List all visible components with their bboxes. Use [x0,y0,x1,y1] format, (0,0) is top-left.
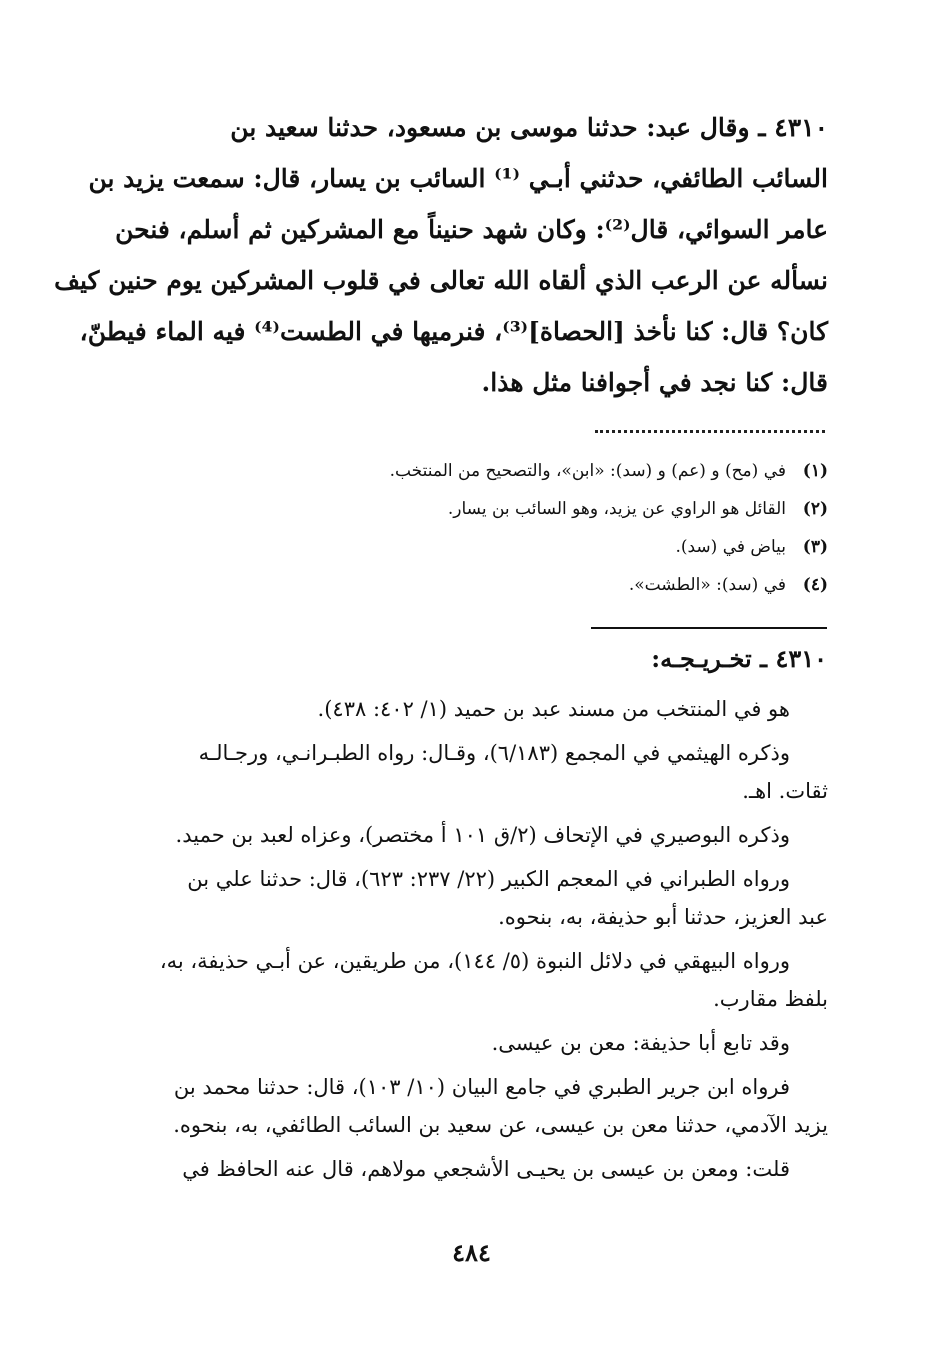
takhrij-line: ثقات. اهـ. [742,779,828,803]
takhrij-line: يزيد الآدمي، حدثنا معن بن عيسى، عن سعيد بن السائب الطائفي، به، بنحوه. [173,1113,828,1137]
hadith-line: نسأله عن الرعب الذي ألقاه الله تعالى في قلوب المشركين يوم حنين كيف [54,266,828,295]
footnote-item [100,452,828,490]
footnote-number: (٤) [802,575,828,595]
footnote-item [100,490,828,528]
takhrij-paragraph [100,1024,828,1062]
page-number: ٤٨٤ [452,1238,491,1267]
takhrij-line: وقد تابع أبا حذيفة: معن بن عيسى. [491,1031,790,1055]
footnote-text: في (سد): «الطشت». [628,575,786,595]
takhrij-paragraph [100,690,828,728]
footnote-item [100,528,828,566]
takhrij-line: فرواه ابن جرير الطبري في جامع البيان (١٠/ ١٠٣)، قال: حدثنا محمد بن [173,1075,790,1099]
takhrij-paragraph [100,1150,828,1188]
takhrij-paragraph [100,860,828,936]
section-rule [591,627,827,629]
hadith-line: عامر السوائي، قال⁽²⁾: وكان شهد حنيناً مع المشركين ثم أسلم، فنحن [115,215,828,244]
hadith-text [54,102,828,408]
takhrij-paragraph [100,734,828,810]
takhrij-line: عبد العزيز، حدثنا أبو حذيفة، به، بنحوه. [498,905,828,929]
takhrij-body [100,690,828,1194]
takhrij-line: ورواه الطبراني في المعجم الكبير (٢٢/ ٢٣٧: ٦٢٣)، قال: حدثنا علي بن [187,867,790,891]
footnotes-list [100,452,828,604]
takhrij-line: ورواه البيهقي في دلائل النبوة (٥/ ١٤٤)، من طريقين، عن أبـي حذيفة، به، [159,949,790,973]
takhrij-line: وذكره الهيثمي في المجمع (٦/١٨٣)، وقـال: رواه الطبـرانـي، ورجـالـه [198,741,790,765]
footnote-number: (٢) [802,499,828,519]
takhrij-heading: ٤٣١٠ ـ تخـريـجـه: [651,644,827,673]
takhrij-line: قلت: ومعن بن عيسى بن يحيـى الأشجعي مولاهم، قال عنه الحافظ في [182,1157,790,1181]
footnote-number: (٣) [802,537,828,557]
footnote-item [100,566,828,604]
hadith-line: قال: كنا نجد في أجوافنا مثل هذا. [481,368,828,397]
footnote-number: (١) [802,461,828,481]
takhrij-line: وذكره البوصيري في الإتحاف (٢/ق ١٠١ أ مختصر)، وعزاه لعبد بن حميد. [175,823,790,847]
footnote-text: في (مح) و (عم) و (سد): «ابن»، والتصحيح من المنتخب. [389,461,786,481]
takhrij-line: بلفظ مقارب. [713,987,828,1011]
takhrij-paragraph [100,816,828,854]
takhrij-paragraph [100,942,828,1018]
hadith-line: ٤٣١٠ ـ وقال عبد: حدثنا موسى بن مسعود، حدثنا سعيد بن [230,113,828,142]
footnote-text: القائل هو الراوي عن يزيد، وهو السائب بن يسار. [447,499,786,519]
footnote-separator [595,418,825,433]
takhrij-paragraph [100,1068,828,1144]
hadith-line: السائب الطائفي، حدثني أبـي ⁽¹⁾ السائب بن يسار، قال: سمعت يزيد بن [88,164,828,193]
hadith-line: كان؟ قال: كنا نأخذ [الحصاة]⁽³⁾، فنرميها في الطست⁽⁴⁾ فيه الماء فيطنّ، [79,317,828,346]
takhrij-line: هو في المنتخب من مسند عبد بن حميد (١/ ٤٠٢: ٤٣٨). [317,697,790,721]
footnote-text: بياض في (سد). [675,537,786,557]
